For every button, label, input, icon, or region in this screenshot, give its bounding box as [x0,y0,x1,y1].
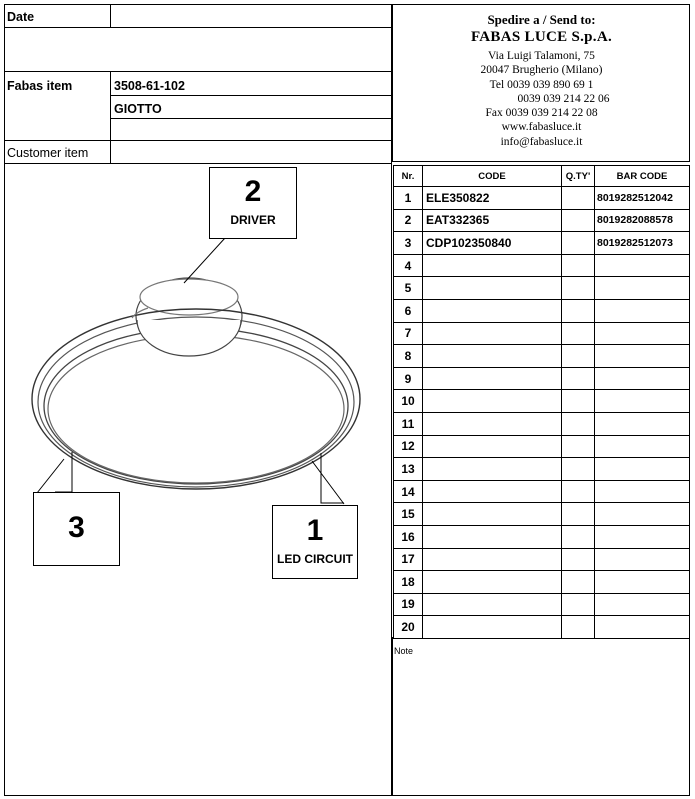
row-barcode [595,616,690,639]
row-code [423,367,562,390]
row-nr: 6 [394,299,423,322]
address-block [393,6,690,149]
table-row [394,571,690,594]
row-barcode [595,254,690,277]
address-tel-2: 0039 039 214 22 06 [517,92,610,105]
row-qty [562,435,595,458]
col-qty-header: Q.TY' [562,166,595,187]
row-qty [562,345,595,368]
callout-3 [33,492,120,566]
send-to-heading: Spedire a / Send to: [487,12,596,27]
row-barcode [595,480,690,503]
address-tel: Tel 0039 039 890 69 1 [489,78,594,91]
callout-3-number: 3 [68,511,85,544]
row-nr: 5 [394,277,423,300]
customer-item-label: Customer item [7,146,89,160]
row-nr: 16 [394,525,423,548]
row-qty [562,187,595,210]
note-box [392,637,690,796]
row-nr: 20 [394,616,423,639]
row-barcode [595,322,690,345]
row-barcode [595,299,690,322]
col-barcode-header: BAR CODE [595,166,690,187]
callout-driver-number: 2 [244,175,262,208]
row-barcode: 8019282512042 [595,187,690,210]
row-nr: 19 [394,593,423,616]
row-code: CDP102350840 [423,232,562,255]
table-row [394,254,690,277]
row-barcode [595,412,690,435]
row-code [423,548,562,571]
row-barcode [595,390,690,413]
row-qty [562,593,595,616]
table-row [394,390,690,413]
fabas-item-name: GIOTTO [114,102,162,116]
col-nr-header: Nr. [394,166,423,187]
row-code [423,525,562,548]
row-code: ELE350822 [423,187,562,210]
row-barcode [595,503,690,526]
date-label: Date [7,10,35,24]
callout-led-caption: LED CIRCUIT [277,552,353,566]
row-qty [562,616,595,639]
row-barcode [595,367,690,390]
table-row [394,548,690,571]
table-row [394,209,690,232]
col-code-header: CODE [423,166,562,187]
table-row [394,299,690,322]
row-barcode [595,277,690,300]
row-qty [562,571,595,594]
address-street: Via Luigi Talamoni, 75 [488,50,595,62]
leader-3 [55,452,72,492]
row-code [423,277,562,300]
row-barcode [595,345,690,368]
row-qty [562,367,595,390]
row-code [423,571,562,594]
row-barcode [595,435,690,458]
row-qty [562,232,595,255]
callout-driver [209,167,297,239]
row-barcode [595,458,690,481]
table-row [394,525,690,548]
row-nr: 15 [394,503,423,526]
row-qty [562,209,595,232]
row-qty [562,277,595,300]
row-qty [562,525,595,548]
row-code [423,412,562,435]
table-row [394,435,690,458]
row-nr: 7 [394,322,423,345]
table-row [394,458,690,481]
note-label: Note [394,646,414,656]
row-qty [562,412,595,435]
row-nr: 3 [394,232,423,255]
row-qty [562,458,595,481]
lamp-illustration [32,278,360,489]
table-row [394,367,690,390]
row-code [423,593,562,616]
row-barcode [595,548,690,571]
row-qty [562,299,595,322]
row-qty [562,480,595,503]
table-row [394,277,690,300]
row-code [423,299,562,322]
parts-table-header [394,166,690,187]
row-barcode [595,571,690,594]
table-row [394,616,690,639]
row-qty [562,390,595,413]
row-barcode [595,593,690,616]
fabas-item-code: 3508-61-102 [114,79,185,93]
row-nr: 12 [394,435,423,458]
row-code [423,390,562,413]
table-row [394,412,690,435]
table-row [394,503,690,526]
address-fax: Fax 0039 039 214 22 08 [485,107,598,120]
company-name: FABAS LUCE S.p.A. [470,29,613,45]
row-barcode [595,525,690,548]
table-row [394,187,690,210]
row-code [423,616,562,639]
table-row [394,345,690,368]
row-qty [562,254,595,277]
row-nr: 10 [394,390,423,413]
table-row [394,593,690,616]
table-row [394,480,690,503]
callout-led-number: 1 [306,514,324,547]
row-nr: 8 [394,345,423,368]
row-code [423,345,562,368]
row-code [423,254,562,277]
row-nr: 11 [394,412,423,435]
callout-led-circuit [272,505,358,579]
table-row [394,232,690,255]
row-nr: 14 [394,480,423,503]
parts-table [393,165,690,639]
row-code [423,435,562,458]
row-code [423,322,562,345]
address-website[interactable]: www.fabasluce.it [501,121,582,134]
row-nr: 18 [394,571,423,594]
row-nr: 13 [394,458,423,481]
row-code [423,480,562,503]
callout-driver-caption: DRIVER [230,213,276,227]
row-code: EAT332365 [423,209,562,232]
fabas-item-label: Fabas item [7,79,73,93]
row-code [423,503,562,526]
address-email[interactable]: info@fabasluce.it [500,135,583,148]
row-nr: 1 [394,187,423,210]
row-nr: 9 [394,367,423,390]
row-qty [562,548,595,571]
row-qty [562,503,595,526]
row-nr: 2 [394,209,423,232]
address-city: 20047 Brugherio (Milano) [480,64,603,77]
row-barcode: 8019282088578 [595,209,690,232]
row-qty [562,322,595,345]
row-code [423,458,562,481]
row-nr: 4 [394,254,423,277]
table-row [394,322,690,345]
leader-driver [184,238,225,283]
row-nr: 17 [394,548,423,571]
row-barcode: 8019282512073 [595,232,690,255]
